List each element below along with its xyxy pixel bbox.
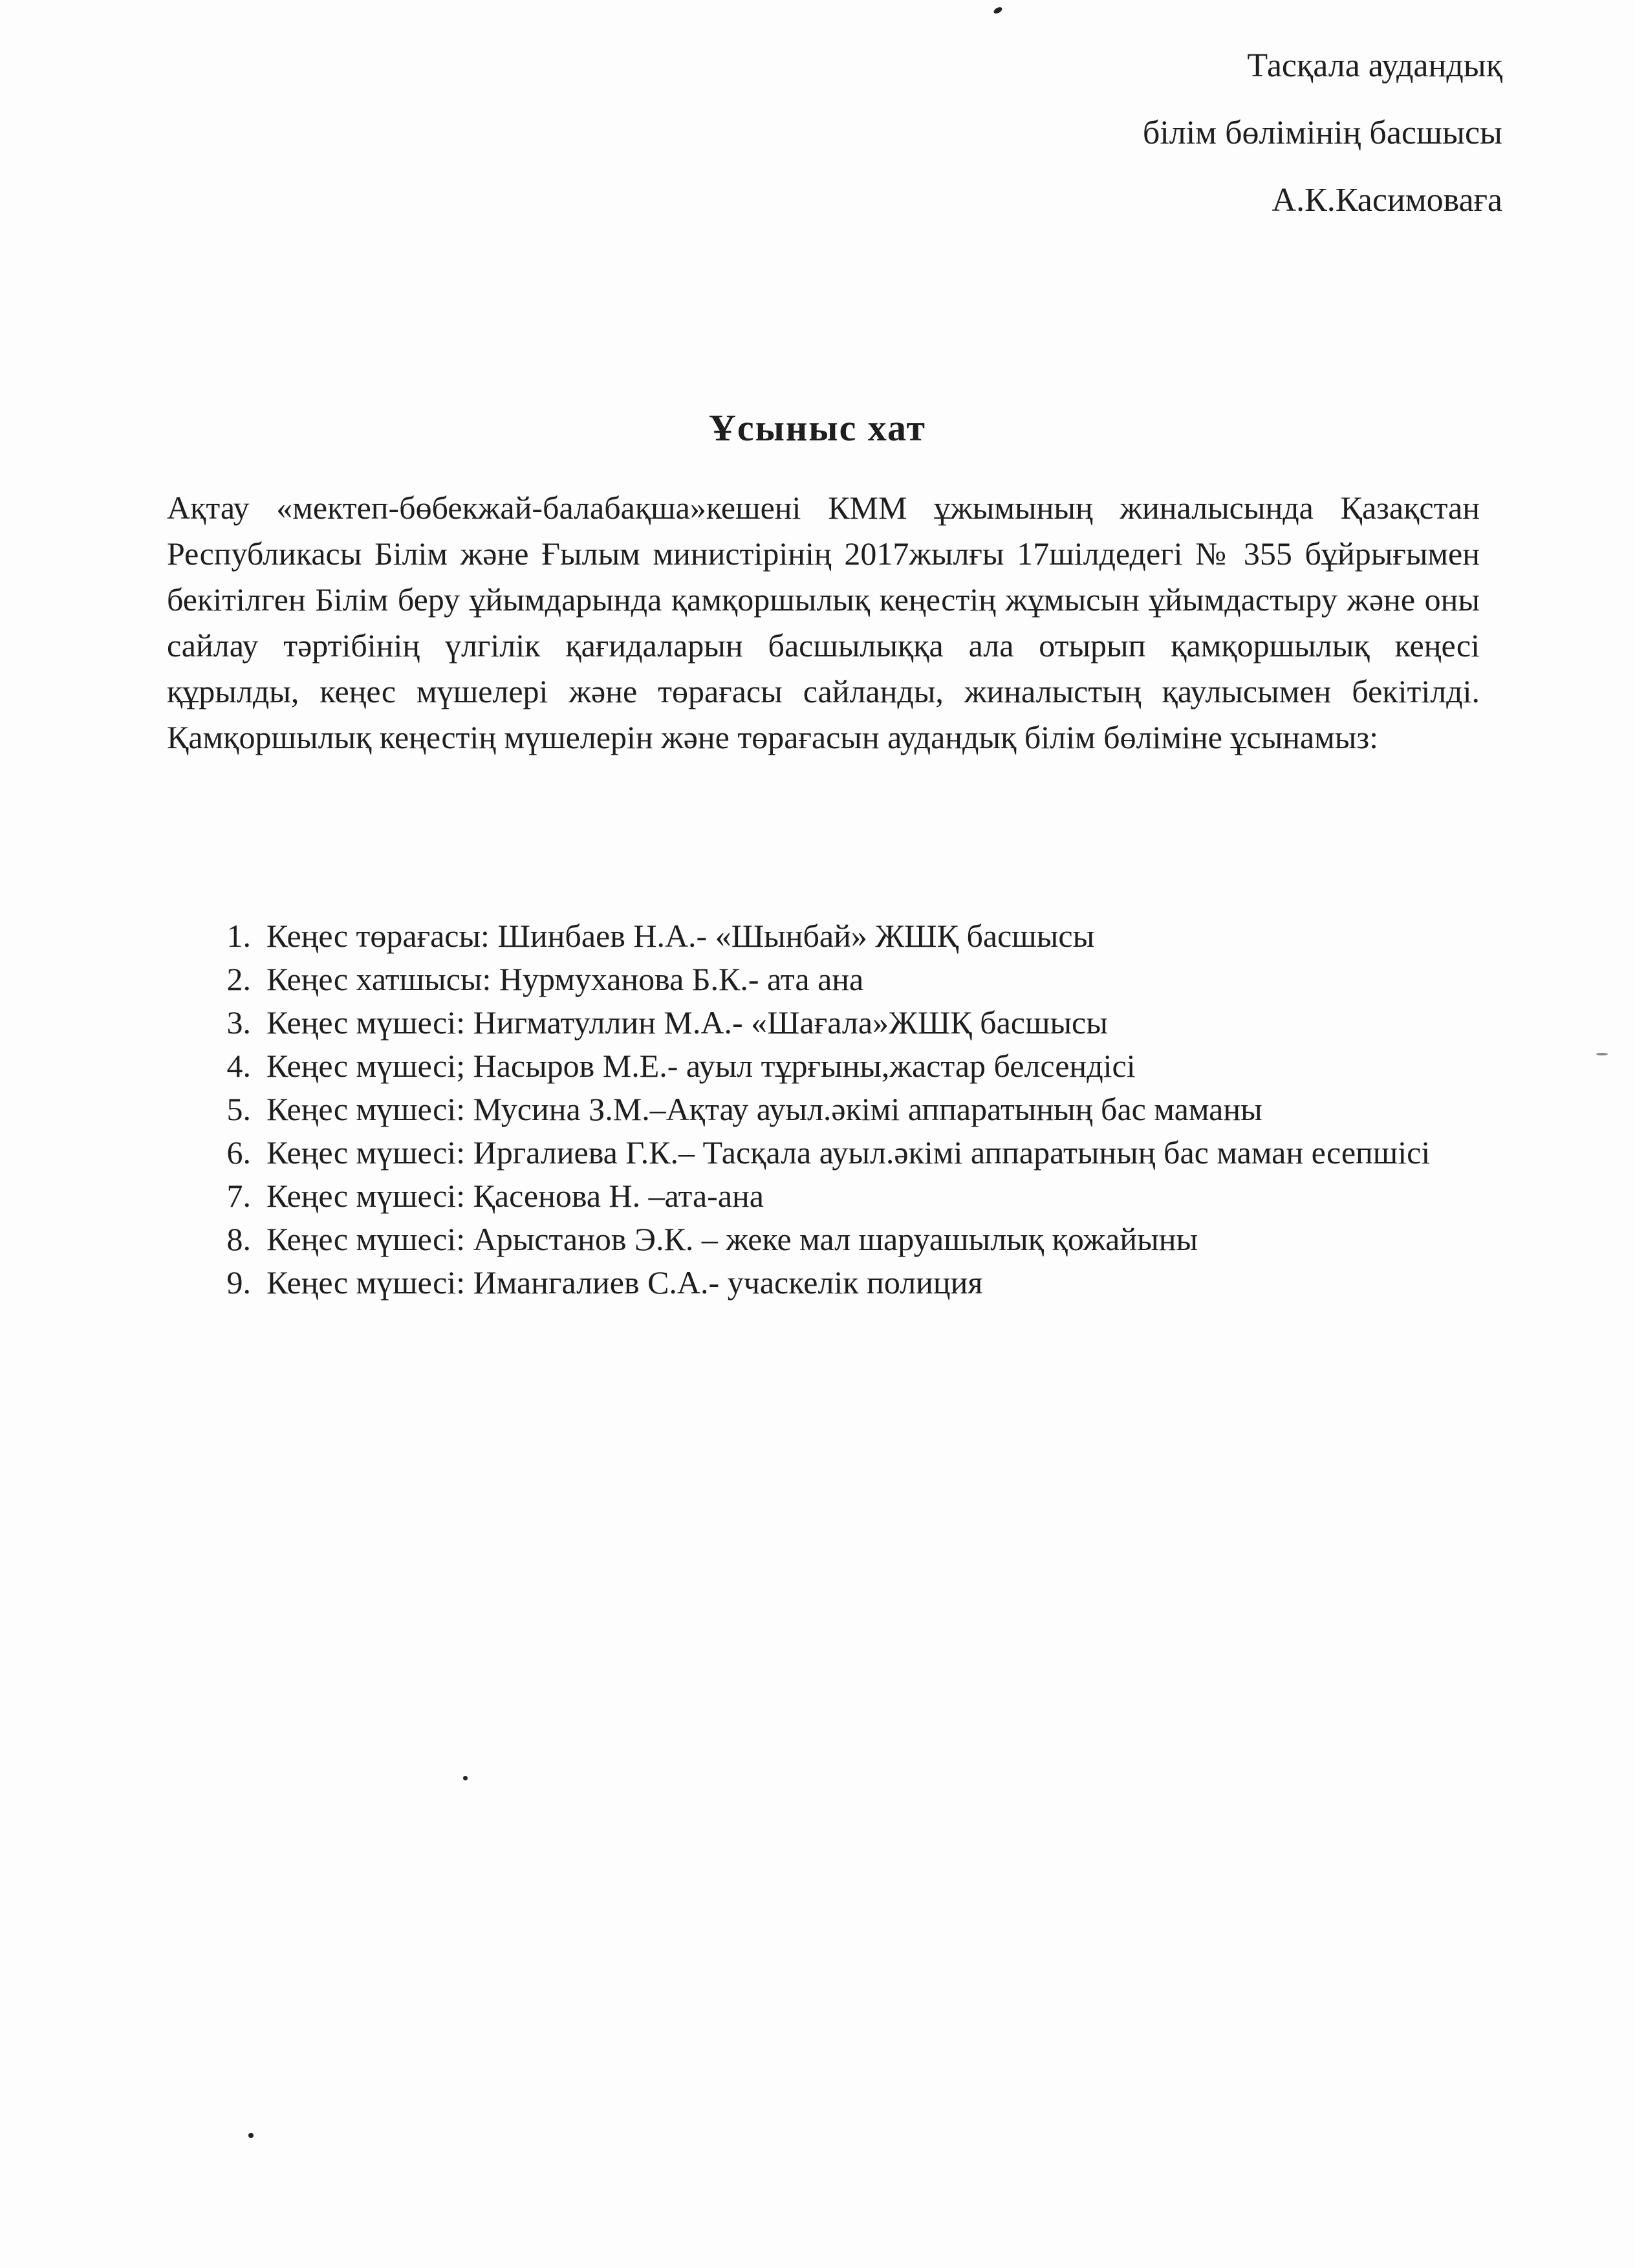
scan-speck <box>1596 1053 1608 1055</box>
document-title: Ұсыныс хат <box>708 407 927 449</box>
scan-speck <box>993 6 1003 15</box>
list-item-text: Кеңес мүшесі: Имангалиев С.А.- учаскелік полиция <box>266 1264 983 1301</box>
list-item-text: Кеңес мүшесі: Қасенова Н. –ата-ана <box>266 1178 764 1214</box>
list-item-number: 9. <box>226 1264 251 1301</box>
list-item-text: Кеңес мүшесі: Арыстанов Э.К. – жеке мал шаруашылық қожайыны <box>266 1221 1198 1257</box>
list-item-number: 7. <box>226 1178 251 1214</box>
list-item-number: 6. <box>226 1134 251 1171</box>
members-list <box>199 914 1499 1304</box>
list-item-number: 3. <box>226 1004 251 1041</box>
list-item <box>199 914 1499 958</box>
list-item-text: Кеңес мүшесі: Нигматуллин М.А.- «Шағала»ЖШҚ басшысы <box>266 1004 1108 1041</box>
recipient-line-3: А.К.Касимоваға <box>1272 182 1502 219</box>
body-paragraph: Ақтау «мектеп-бөбекжай-балабақша»кешені КММ ұжымының жиналысында Қазақстан Республикасы Білім және Ғылым министірінің 2017жылғы 17шілдедегі № 355 бұйрығымен бекітілген Білім беру ұйымдарында қамқоршылық кеңестің жұмысын ұйымдастыру және оны сайлау тәртібінің үлгілік қағидаларын басшылыққа ала отырып қамқоршылық кеңесі құрылды, кеңес мүшелері және төрағасы сайланды, жиналыстың қаулысымен бекітілді. Қамқоршылық кеңестің мүшелерін және төрағасын аудандық білім бөліміне ұсынамыз: <box>167 490 1480 755</box>
list-item-number: 4. <box>226 1048 251 1084</box>
list-item-number: 8. <box>226 1221 251 1257</box>
list-item <box>199 1218 1499 1261</box>
list-item <box>199 1174 1499 1218</box>
list-item-text: Кеңес хатшысы: Нурмуханова Б.К.- ата ана <box>266 961 864 997</box>
list-item <box>199 1261 1499 1304</box>
list-item-text: Кеңес мүшесі: Мусина З.М.–Ақтау ауыл.әкімі аппаратының бас маманы <box>266 1091 1262 1127</box>
list-item <box>199 1001 1499 1044</box>
list-item-text: Кеңес мүшесі; Насыров М.Е.- ауыл тұрғыны,жастар белсендісі <box>266 1048 1136 1084</box>
recipient-line-1: Тасқала аудандық <box>1247 47 1502 84</box>
recipient-line-2: білім бөлімінің басшысы <box>1142 114 1502 151</box>
scan-speck <box>248 2133 254 2138</box>
list-item <box>199 1044 1499 1088</box>
recipient-block <box>1143 32 1502 234</box>
list-item-text: Кеңес мүшесі: Иргалиева Г.К.– Тасқала ауыл.әкімі аппаратының бас маман есепшісі <box>266 1134 1431 1171</box>
list-item-number: 1. <box>226 918 251 954</box>
list-item <box>199 1088 1499 1131</box>
list-item <box>199 958 1499 1001</box>
list-item <box>199 1131 1499 1174</box>
list-item-text: Кеңес төрағасы: Шинбаев Н.А.- «Шынбай» ЖШҚ басшысы <box>266 918 1095 954</box>
scan-speck <box>463 1776 468 1780</box>
list-item-number: 2. <box>226 961 251 997</box>
list-item-number: 5. <box>226 1091 251 1127</box>
